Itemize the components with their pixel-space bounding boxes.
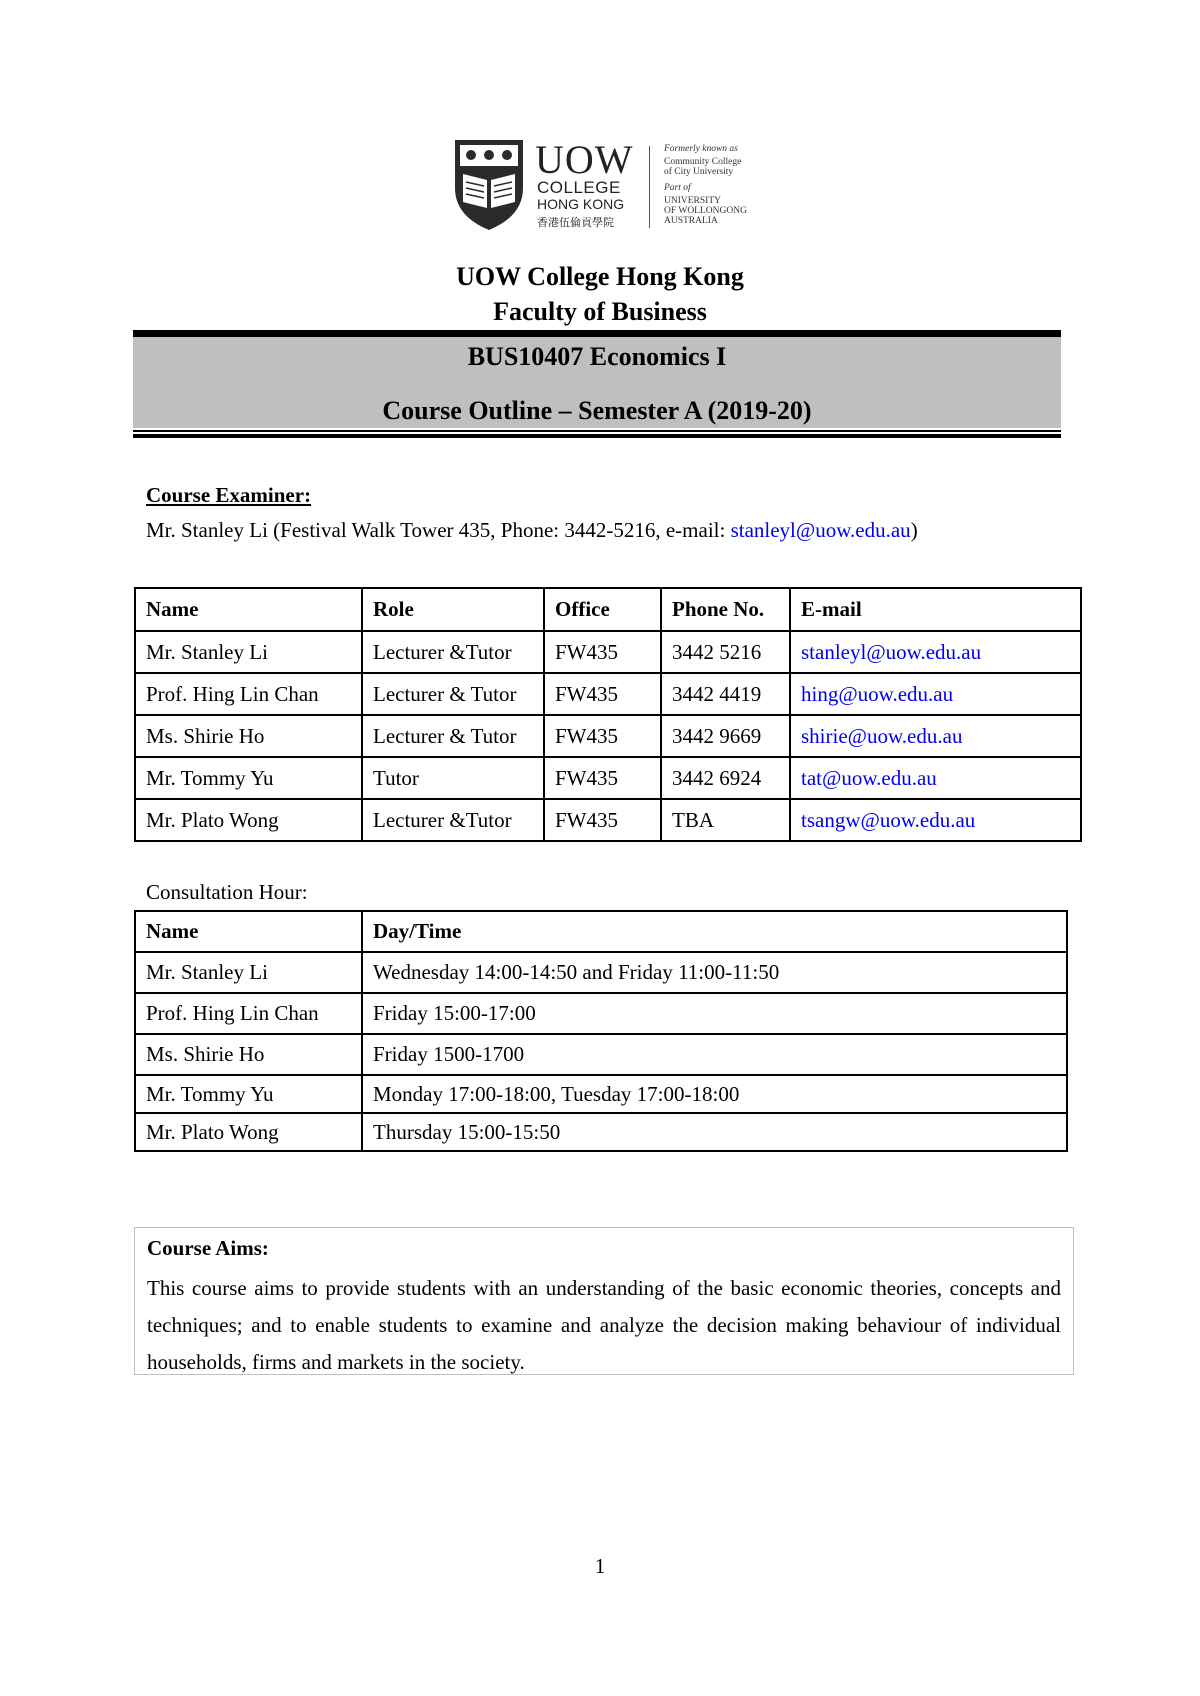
logo-formerly-name-2: of City University bbox=[664, 167, 734, 177]
cell-name: Prof. Hing Lin Chan bbox=[135, 993, 362, 1034]
table-header-row bbox=[135, 588, 1081, 631]
cell-name: Ms. Shirie Ho bbox=[135, 1034, 362, 1075]
staff-table bbox=[134, 587, 1082, 842]
table-row bbox=[135, 1113, 1067, 1151]
course-outline-title: Course Outline – Semester A (2019-20) bbox=[382, 396, 812, 425]
cell-office: FW435 bbox=[544, 673, 661, 715]
cell-email-link[interactable]: tsangw@uow.edu.au bbox=[790, 799, 1081, 841]
cell-day-time: Wednesday 14:00-14:50 and Friday 11:00-11:50 bbox=[362, 952, 1067, 993]
course-aims-heading: Course Aims: bbox=[147, 1236, 269, 1260]
logo-chinese-text: 香港伍倫貢學院 bbox=[537, 216, 614, 229]
header-name: Name bbox=[135, 911, 362, 952]
logo-uow-text: UOW bbox=[535, 137, 634, 182]
uow-college-logo bbox=[451, 136, 767, 236]
cell-name: Mr. Tommy Yu bbox=[135, 757, 362, 799]
table-row bbox=[135, 1075, 1067, 1113]
cell-role: Lecturer &Tutor bbox=[362, 799, 544, 841]
course-banner bbox=[133, 330, 1061, 439]
cell-role: Tutor bbox=[362, 757, 544, 799]
table-row bbox=[135, 757, 1081, 799]
examiner-heading: Course Examiner: bbox=[146, 483, 312, 507]
page-number: 1 bbox=[594, 1554, 606, 1578]
course-aims-box bbox=[134, 1227, 1074, 1375]
cell-role: Lecturer & Tutor bbox=[362, 673, 544, 715]
college-title: UOW College Hong Kong bbox=[456, 262, 744, 291]
logo-part-of: Part of bbox=[664, 183, 691, 193]
cell-day-time: Thursday 15:00-15:50 bbox=[362, 1113, 1067, 1151]
examiner-text: Mr. Stanley Li (Festival Walk Tower 435, Phone: 3442-5216, e-mail: bbox=[146, 518, 731, 542]
cell-role: Lecturer & Tutor bbox=[362, 715, 544, 757]
banner-rule-thick bbox=[133, 434, 1061, 438]
banner-rule-thin bbox=[133, 430, 1061, 432]
logo-hong-kong-text: HONG KONG bbox=[537, 196, 625, 212]
header-phone: Phone No. bbox=[661, 588, 790, 631]
cell-phone: 3442 5216 bbox=[661, 631, 790, 673]
cell-name: Mr. Stanley Li bbox=[135, 631, 362, 673]
table-row bbox=[135, 715, 1081, 757]
cell-office: FW435 bbox=[544, 631, 661, 673]
examiner-text-end: ) bbox=[910, 518, 918, 542]
table-row bbox=[135, 799, 1081, 841]
cell-name: Mr. Plato Wong bbox=[135, 799, 362, 841]
table-row bbox=[135, 952, 1067, 993]
logo-college-text: COLLEGE bbox=[537, 178, 621, 197]
cell-day-time: Monday 17:00-18:00, Tuesday 17:00-18:00 bbox=[362, 1075, 1067, 1113]
course-code-title: BUS10407 Economics I bbox=[467, 342, 727, 371]
cell-phone: 3442 6924 bbox=[661, 757, 790, 799]
logo-university-1: UNIVERSITY bbox=[664, 196, 721, 206]
cell-phone: TBA bbox=[661, 799, 790, 841]
course-aims-text: This course aims to provide students with an understanding of the basic economic theories, concepts and techniques; and to enable students to examine and analyze the decision making behaviour of individual households, firms and markets in the society. bbox=[147, 1276, 1061, 1374]
logo-divider bbox=[649, 146, 650, 228]
banner-top-rule bbox=[133, 330, 1061, 337]
faculty-title: Faculty of Business bbox=[493, 297, 707, 326]
table-row bbox=[135, 631, 1081, 673]
table-row bbox=[135, 1034, 1067, 1075]
crest-icon bbox=[451, 136, 527, 232]
cell-name: Ms. Shirie Ho bbox=[135, 715, 362, 757]
header-email: E-mail bbox=[790, 588, 1081, 631]
logo-university-2: OF WOLLONGONG bbox=[664, 206, 747, 216]
header-day-time: Day/Time bbox=[362, 911, 1067, 952]
consultation-label: Consultation Hour: bbox=[146, 880, 308, 904]
cell-name: Mr. Plato Wong bbox=[135, 1113, 362, 1151]
header-role: Role bbox=[362, 588, 544, 631]
header-office: Office bbox=[544, 588, 661, 631]
cell-email-link[interactable]: tat@uow.edu.au bbox=[790, 757, 1081, 799]
examiner-details bbox=[146, 518, 918, 543]
consultation-table bbox=[134, 910, 1068, 1152]
table-row bbox=[135, 673, 1081, 715]
cell-email-link[interactable]: hing@uow.edu.au bbox=[790, 673, 1081, 715]
cell-name: Mr. Stanley Li bbox=[135, 952, 362, 993]
cell-phone: 3442 4419 bbox=[661, 673, 790, 715]
examiner-email-link[interactable]: stanleyl@uow.edu.au bbox=[730, 518, 911, 542]
cell-email-link[interactable]: shirie@uow.edu.au bbox=[790, 715, 1081, 757]
header-name: Name bbox=[135, 588, 362, 631]
cell-role: Lecturer &Tutor bbox=[362, 631, 544, 673]
cell-name: Prof. Hing Lin Chan bbox=[135, 673, 362, 715]
logo-university-3: AUSTRALIA bbox=[664, 216, 718, 226]
table-header-row bbox=[135, 911, 1067, 952]
cell-phone: 3442 9669 bbox=[661, 715, 790, 757]
cell-office: FW435 bbox=[544, 757, 661, 799]
cell-office: FW435 bbox=[544, 799, 661, 841]
table-row bbox=[135, 993, 1067, 1034]
logo-formerly-name-1: Community College bbox=[664, 157, 742, 167]
cell-office: FW435 bbox=[544, 715, 661, 757]
cell-day-time: Friday 15:00-17:00 bbox=[362, 993, 1067, 1034]
cell-name: Mr. Tommy Yu bbox=[135, 1075, 362, 1113]
cell-email-link[interactable]: stanleyl@uow.edu.au bbox=[790, 631, 1081, 673]
cell-day-time: Friday 1500-1700 bbox=[362, 1034, 1067, 1075]
logo-formerly: Formerly known as bbox=[664, 144, 738, 154]
